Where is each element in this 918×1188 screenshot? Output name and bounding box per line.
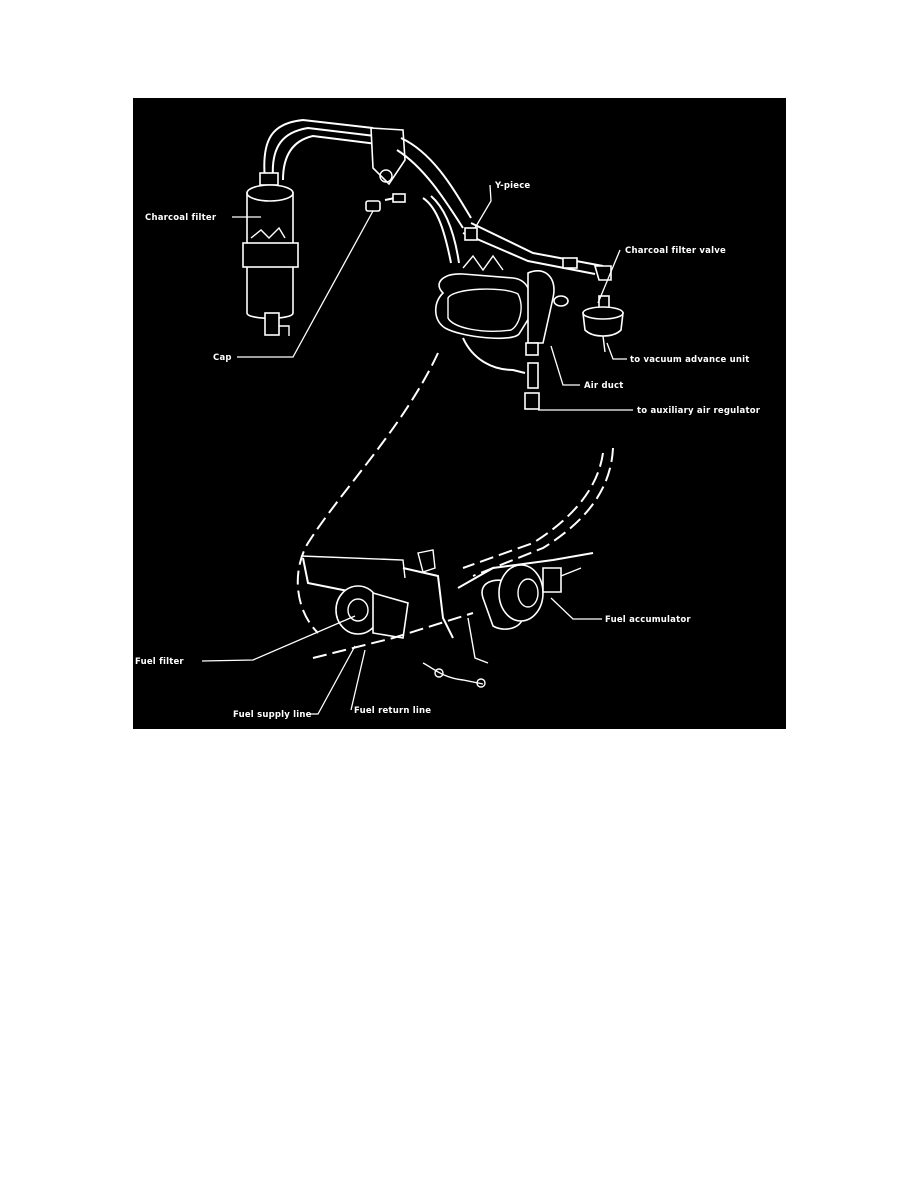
fuel-system-diagram — [133, 98, 786, 729]
label-fuel-return-line: Fuel return line — [354, 706, 432, 716]
part-labels — [135, 181, 761, 720]
label-fuel-filter: Fuel filter — [135, 657, 184, 667]
fuel-filter-assembly — [301, 550, 453, 638]
label-to-vacuum-advance-unit: to vacuum advance unit — [630, 355, 750, 365]
label-charcoal-filter-valve: Charcoal filter valve — [625, 246, 726, 256]
cap — [366, 194, 405, 211]
label-to-auxiliary-air-regulator: to auxiliary air regulator — [637, 406, 761, 416]
label-cap: Cap — [213, 353, 232, 363]
hose-bracket — [371, 128, 471, 228]
label-fuel-accumulator: Fuel accumulator — [605, 615, 691, 625]
diagram-canvas — [133, 98, 786, 729]
label-air-duct: Air duct — [584, 381, 624, 391]
label-y-piece: Y-piece — [495, 181, 531, 191]
charcoal-filter-canister — [243, 120, 377, 336]
air-duct-housing — [436, 256, 568, 409]
label-charcoal-filter: Charcoal filter — [145, 213, 217, 223]
charcoal-filter-valve — [583, 296, 623, 352]
label-fuel-supply-line: Fuel supply line — [233, 710, 312, 720]
